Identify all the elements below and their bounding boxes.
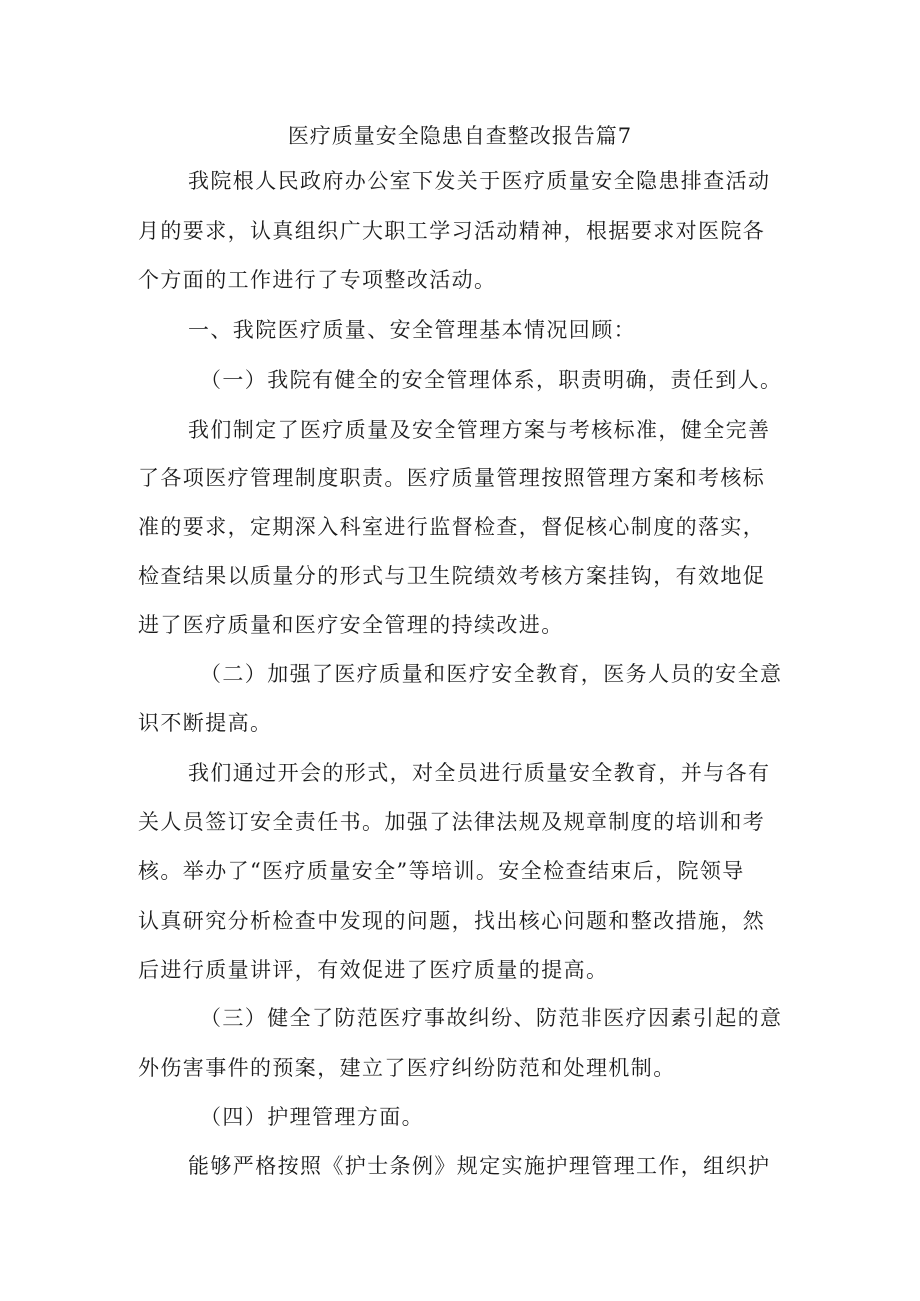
paragraph-line: 了各项医疗管理制度职责。医疗质量管理按照管理方案和考核标 bbox=[138, 466, 766, 490]
paragraph-line: 能够严格按照《护士条例》规定实施护理管理工作，组织护 bbox=[188, 1154, 771, 1178]
paragraph-line: 准的要求，定期深入科室进行监督检查，督促核心制度的落实， bbox=[138, 515, 766, 539]
paragraph-line: 后进行质量讲评，有效促进了医疗质量的提高。 bbox=[138, 958, 609, 982]
subsection-heading: （三）健全了防范医疗事故纠纷、防范非医疗因素引起的意 bbox=[200, 1006, 783, 1030]
paragraph-line: 外伤害事件的预案，建立了医疗纠纷防范和处理机制。 bbox=[138, 1056, 676, 1080]
paragraph-line: 认真研究分析检查中发现的问题，找出核心问题和整改措施，然 bbox=[138, 909, 766, 933]
paragraph-line: 我们制定了医疗质量及安全管理方案与考核标准，健全完善 bbox=[188, 418, 771, 442]
paragraph-line: 我们通过开会的形式，对全员进行质量安全教育，并与各有 bbox=[188, 761, 771, 785]
paragraph-line: 关人员签订安全责任书。加强了法律法规及规章制度的培训和考 bbox=[138, 810, 766, 834]
document-title: 医疗质量安全隐患自查整改报告篇7 bbox=[287, 124, 633, 148]
paragraph-line: 我院根人民政府办公室下发关于医疗质量安全隐患排查活动 bbox=[188, 169, 771, 193]
section-heading: 一、我院医疗质量、安全管理基本情况回顾： bbox=[188, 318, 636, 342]
paragraph-line: 核。举办了“医疗质量安全”等培训。安全检查结束后，院领导 bbox=[138, 859, 745, 883]
paragraph-line: 进了医疗质量和医疗安全管理的持续改进。 bbox=[138, 613, 564, 637]
paragraph-line: 个方面的工作进行了专项整改活动。 bbox=[138, 268, 497, 292]
subsection-heading: （四）护理管理方面。 bbox=[200, 1105, 424, 1129]
subsection-heading: （一）我院有健全的安全管理体系，职责明确，责任到人。 bbox=[200, 368, 783, 392]
paragraph-line: 识不断提高。 bbox=[138, 711, 273, 735]
subsection-heading: （二）加强了医疗质量和医疗安全教育，医务人员的安全意 bbox=[200, 662, 783, 686]
paragraph-line: 检查结果以质量分的形式与卫生院绩效考核方案挂钩，有效地促 bbox=[138, 564, 766, 588]
paragraph-line: 月的要求，认真组织广大职工学习活动精神，根据要求对医院各 bbox=[138, 219, 766, 243]
